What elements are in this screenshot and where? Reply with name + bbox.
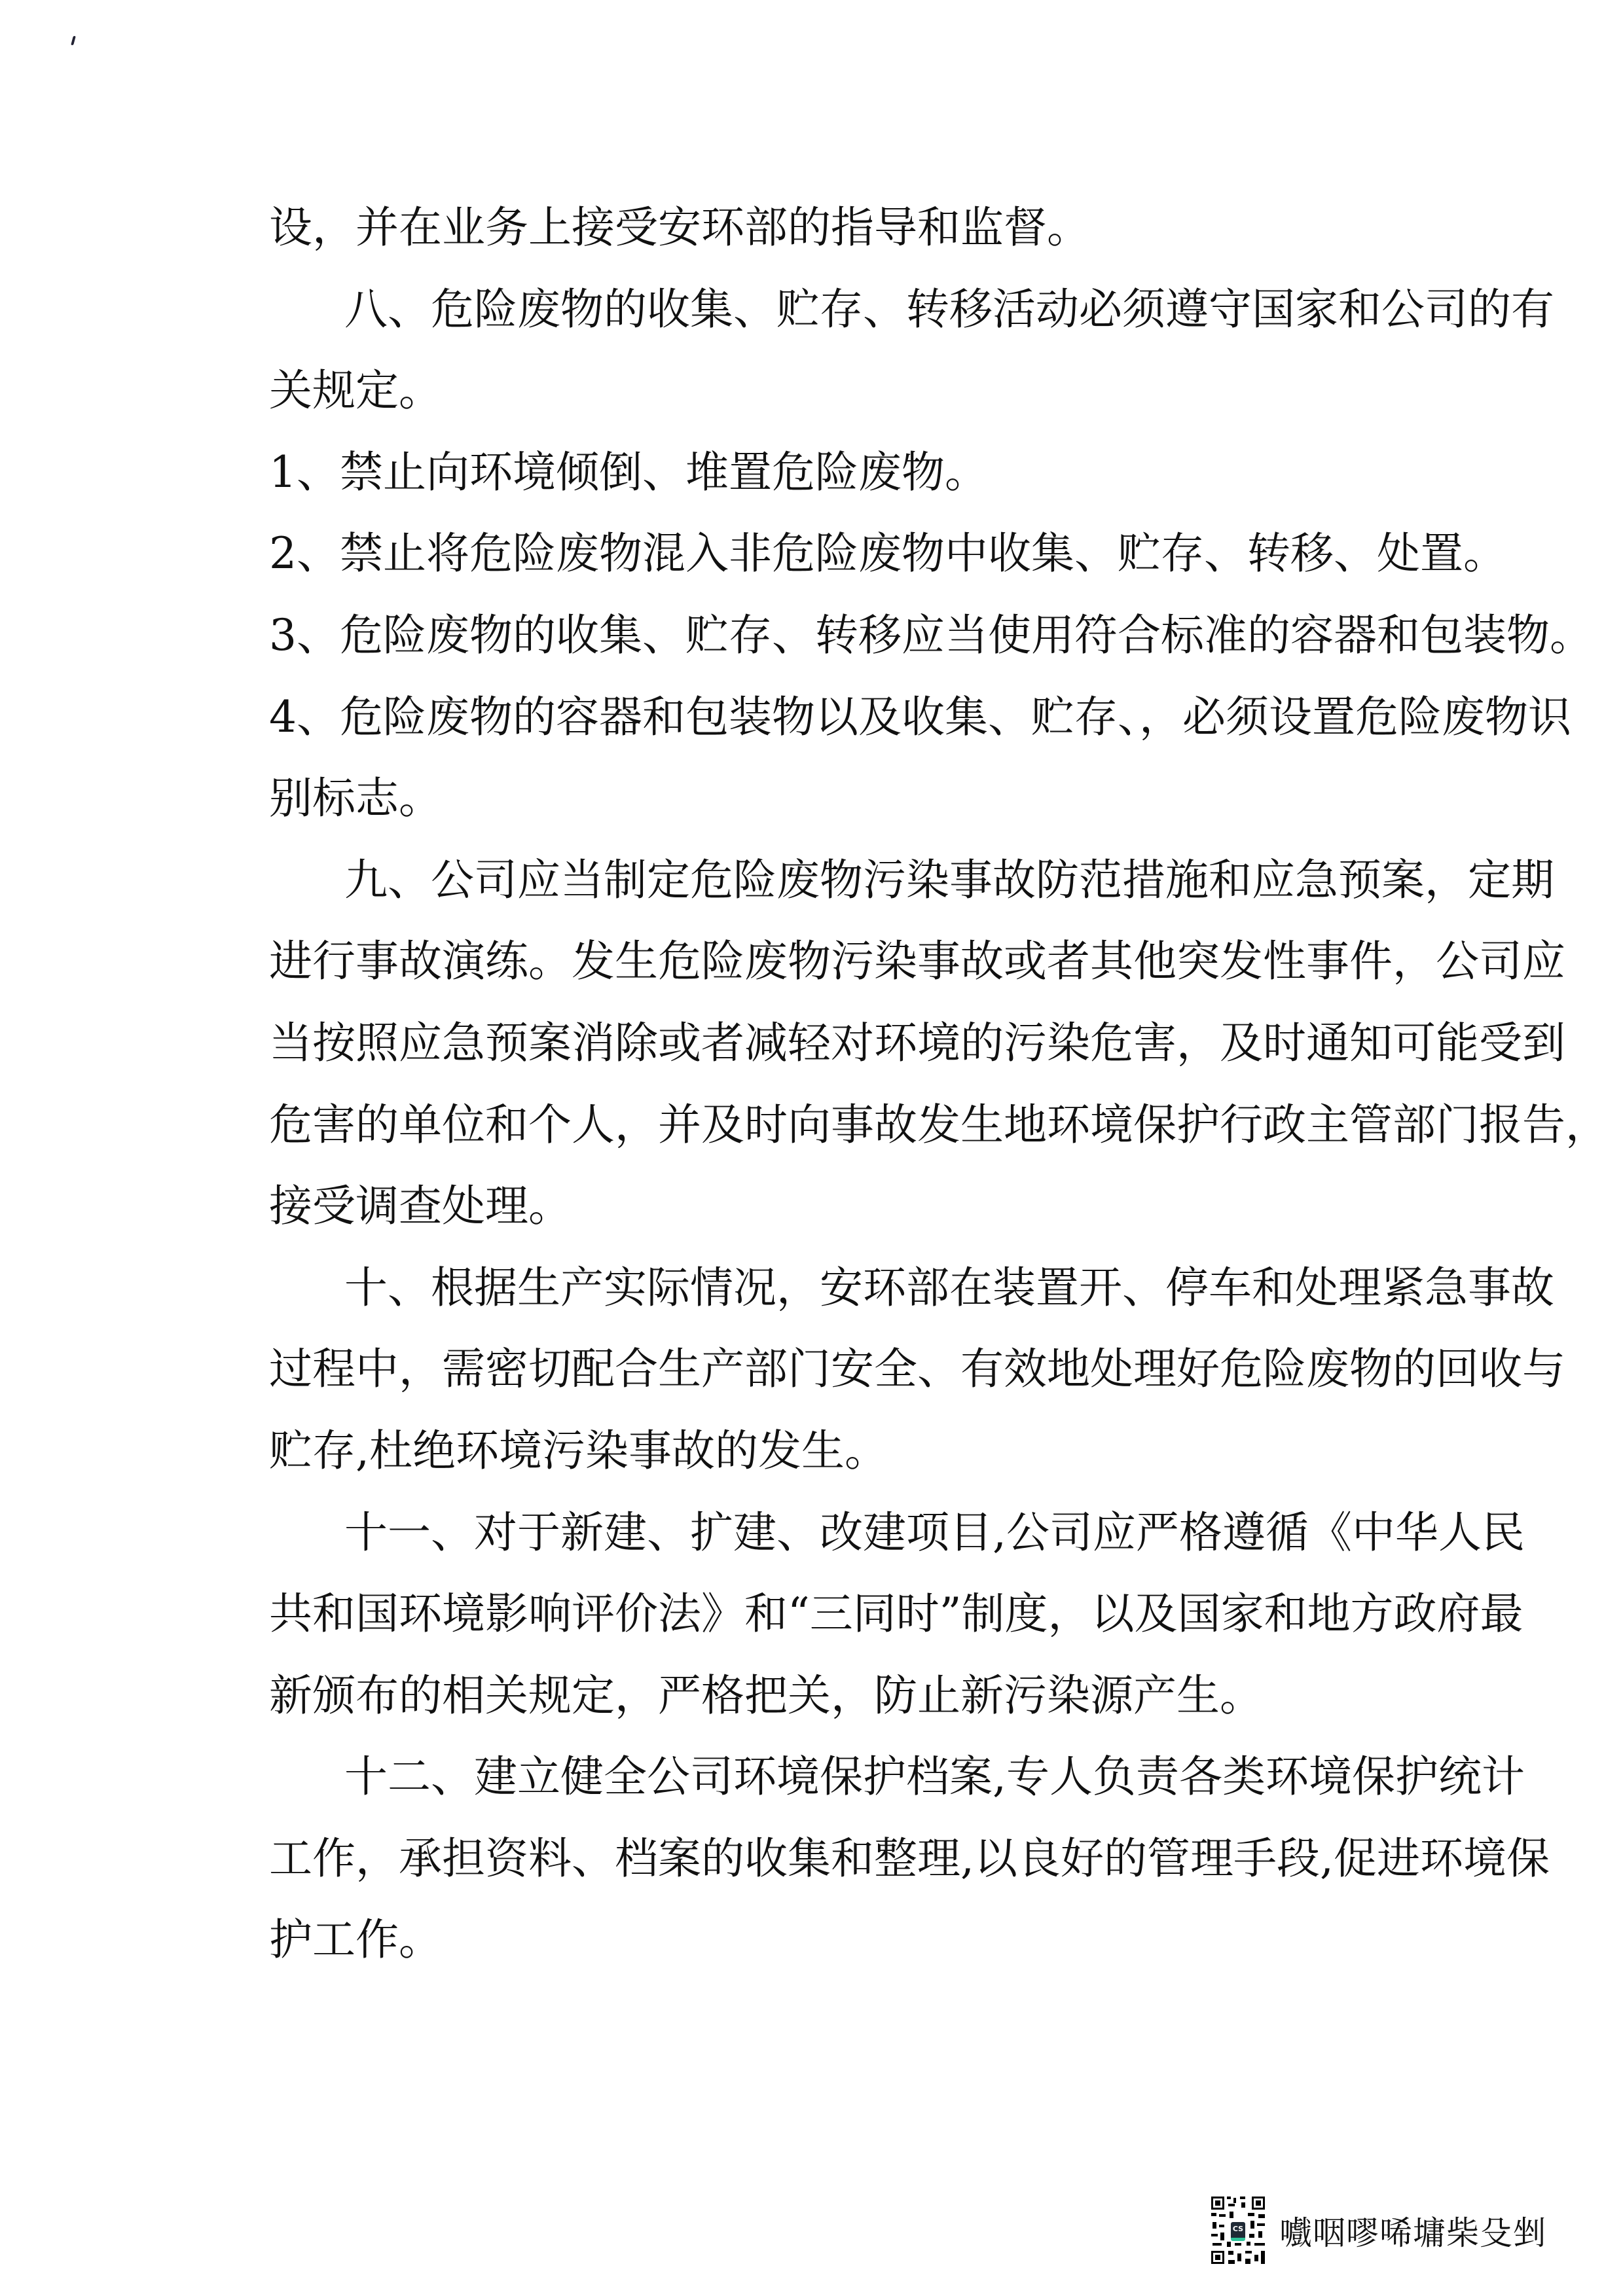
text-line: 新颁布的相关规定，严格把关，防止新污染源产生。	[269, 1670, 1263, 1721]
text-line: 过程中，需密切配合生产部门安全、有效地处理好危险废物的回收与	[269, 1344, 1565, 1395]
list-item-4: 4、危险废物的容器和包装物以及收集、贮存、，必须设置危险废物识	[269, 691, 1571, 742]
section-8-heading: 八、危险废物的收集、贮存、转移活动必须遵守国家和公司的有	[344, 283, 1554, 334]
section-11-heading: 十一、对于新建、扩建、改建项目,公司应严格遵循《中华人民	[344, 1507, 1525, 1558]
qr-code-icon	[1210, 2195, 1266, 2267]
text-line: 护工作。	[269, 1914, 442, 1965]
section-12-heading: 十二、建立健全公司环境保护档案,专人负责各类环境保护统计	[344, 1751, 1525, 1803]
list-item-1: 1、禁止向环境倾倒、堆置危险废物。	[269, 446, 988, 497]
text-line: 危害的单位和个人，并及时向事故发生地环境保护行政主管部门报告，	[269, 1099, 1609, 1150]
scan-speck	[71, 36, 76, 45]
scanner-watermark	[1210, 2195, 1546, 2267]
watermark-text: 嚱咽嘐唏墉柴殳剉	[1279, 2214, 1546, 2252]
text-line: 别标志。	[269, 773, 442, 824]
section-9-heading: 九、公司应当制定危险废物污染事故防范措施和应急预案，定期	[344, 854, 1554, 905]
text-line: 工作，承担资料、档案的收集和整理,以良好的管理手段,促进环境保	[269, 1833, 1550, 1884]
list-item-3: 3、危险废物的收集、贮存、转移应当使用符合标准的容器和包装物。	[269, 609, 1593, 660]
text-line: 设，并在业务上接受安环部的指导和监督。	[269, 202, 1090, 253]
section-10-heading: 十、根据生产实际情况，安环部在装置开、停车和处理紧急事故	[344, 1262, 1554, 1313]
text-line: 关规定。	[269, 365, 442, 416]
text-line: 进行事故演练。发生危险废物污染事故或者其他突发性事件，公司应	[269, 936, 1565, 987]
list-item-2: 2、禁止将危险废物混入非危险废物中收集、贮存、转移、处置。	[269, 528, 1506, 579]
text-line: 共和国环境影响评价法》和“三同时”制度，以及国家和地方政府最	[269, 1588, 1523, 1640]
text-line: 接受调查处理。	[269, 1181, 572, 1232]
text-line: 贮存,杜绝环境污染事故的发生。	[269, 1425, 888, 1476]
camscanner-logo: CS	[1231, 2222, 1245, 2241]
text-line: 当按照应急预案消除或者减轻对环境的污染危害，及时通知可能受到	[269, 1017, 1565, 1068]
document-body	[269, 187, 1609, 1981]
